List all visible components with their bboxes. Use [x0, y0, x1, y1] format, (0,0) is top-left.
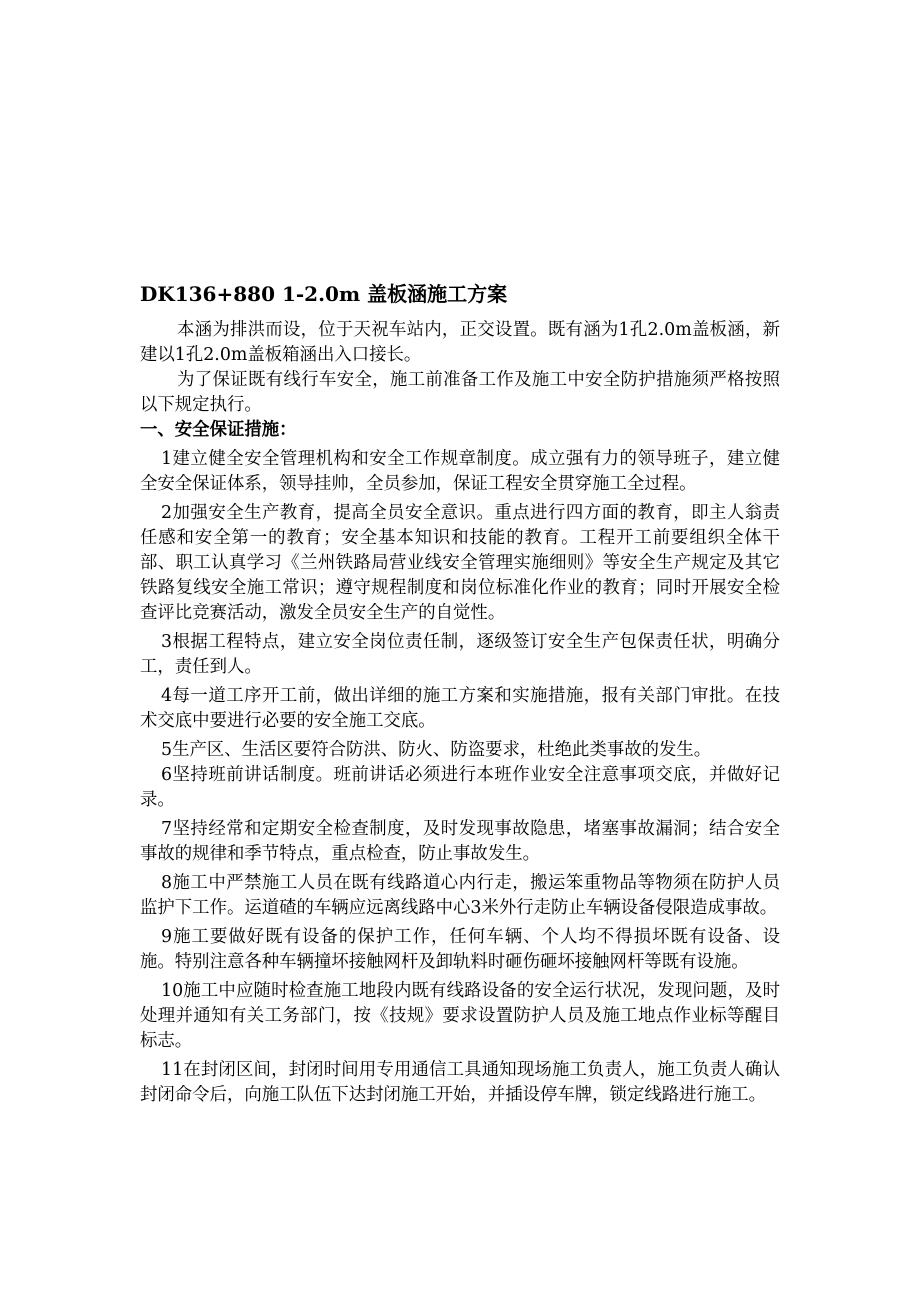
measure-item-10: 10施工中应随时检查施工地段内既有线路设备的安全运行状况，发现问题，及时处理并通知有关工务部门，按《技规》要求设置防护人员及施工地点作业标等醒目标志。: [140, 981, 780, 1051]
measure-item-8: 8施工中严禁施工人员在既有线路道心内行走，搬运笨重物品等物须在防护人员监护下工作。运道碴的车辆应远离线路中心3米外行走防止车辆设备侵限造成事故。: [140, 873, 780, 918]
document-title: DK136+880 1-2.0m 盖板涵施工方案: [140, 282, 508, 306]
measure-item-5: 5生产区、生活区要符合防洪、防火、防盗要求，杜绝此类事故的发生。: [161, 740, 712, 760]
section-heading: 一、安全保证措施：: [140, 420, 297, 440]
measure-item-6: 6坚持班前讲话制度。班前讲话必须进行本班作业安全注意事项交底，并做好记录。: [140, 765, 780, 810]
measure-item-2: 2加强安全生产教育，提高全员安全意识。重点进行四方面的教育，即主人翁责任感和安全第一的教育；安全基本知识和技能的教育。工程开工前要组织全体干部、职工认真学习《兰州铁路局营业线安全管理实施细则》等安全生产规定及其它铁路复线安全施工常识；遵守规程制度和岗位标准化作业的教育；同时开展安全检查评比竞赛活动，激发全员安全生产的自觉性。: [140, 503, 780, 623]
measure-item-11: 11在封闭区间，封闭时间用专用通信工具通知现场施工负责人，施工负责人确认封闭命令后，向施工队伍下达封闭施工开始，并插设停车牌，锁定线路进行施工。: [140, 1060, 780, 1105]
measure-item-1: 1建立健全安全管理机构和安全工作规章制度。成立强有力的领导班子，建立健全安全保证体系，领导挂帅，全员参加，保证工程安全贯穿施工全过程。: [140, 449, 780, 494]
measure-item-4: 4每一道工序开工前，做出详细的施工方案和实施措施，报有关部门审批。在技术交底中要进行必要的安全施工交底。: [140, 686, 780, 731]
measure-item-3: 3根据工程特点，建立安全岗位责任制，逐级签订安全生产包保责任状，明确分工，责任到人。: [140, 632, 780, 677]
intro-paragraph: 为了保证既有线行车安全，施工前准备工作及施工中安全防护措施须严格按照以下规定执行。: [140, 370, 780, 415]
measure-item-7: 7坚持经常和定期安全检查制度，及时发现事故隐患，堵塞事故漏洞；结合安全事故的规律和季节特点，重点检查，防止事故发生。: [140, 819, 780, 864]
intro-paragraph: 本涵为排洪而设，位于天祝车站内，正交设置。既有涵为1孔2.0m盖板涵，新建以1孔2.0m盖板箱涵出入口接长。: [140, 320, 780, 365]
document-body: [140, 318, 780, 1108]
measure-item-9: 9施工要做好既有设备的保护工作，任何车辆、个人均不得损坏既有设备、设施。特别注意各种车辆撞坏接触网杆及卸轨料时砸伤砸坏接触网杆等既有设施。: [140, 927, 780, 972]
